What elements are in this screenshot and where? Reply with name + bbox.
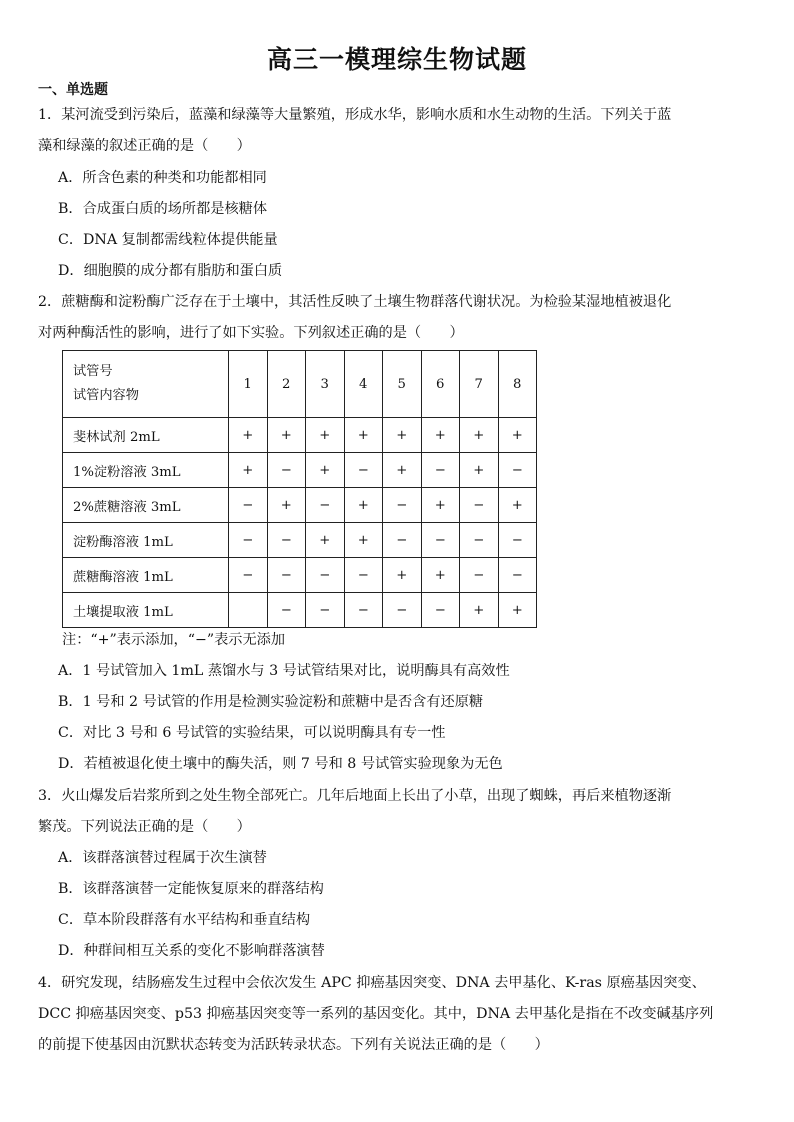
table-cell: − [498,453,537,488]
question-3-option-d: D．种群间相互关系的变化不影响群落演替 [58,943,325,959]
table-column-header: 4 [344,351,383,418]
table-cell: − [267,523,306,558]
question-1-option-a: A．所含色素的种类和功能都相同 [58,170,267,186]
table-cell: − [344,558,383,593]
table-cell: + [421,488,460,523]
table-cell: + [306,418,345,453]
table-cell: − [460,558,499,593]
table-cell: + [306,523,345,558]
table-row [63,523,537,558]
table-row-label: 土壤提取液 1mL [63,593,229,628]
table-row [63,453,537,488]
table-cell: − [306,593,345,628]
table-cell: + [344,523,383,558]
table-cell: − [229,558,268,593]
table-row [63,488,537,523]
question-1-option-c: C．DNA 复制都需线粒体提供能量 [58,232,278,248]
question-2-option-c: C．对比 3 号和 6 号试管的实验结果，可以说明酶具有专一性 [58,725,446,741]
table-cell: − [460,488,499,523]
table-row-label: 斐林试剂 2mL [63,418,229,453]
table-cell: − [306,558,345,593]
table-row [63,418,537,453]
table-cell: − [498,523,537,558]
question-3-stem-line-1: 3．火山爆发后岩浆所到之处生物全部死亡。几年后地面上长出了小草，出现了蜘蛛，再后来植物逐渐 [38,788,672,804]
table-header-tube-number: 试管号 [73,364,113,379]
table-cell: − [306,488,345,523]
table-cell: + [498,593,537,628]
question-2-option-b: B．1 号和 2 号试管的作用是检测实验淀粉和蔗糖中是否含有还原糖 [58,694,484,710]
table-cell: + [421,558,460,593]
table-cell: − [421,453,460,488]
question-3-option-a: A．该群落演替过程属于次生演替 [58,850,267,866]
question-1-option-d: D．细胞膜的成分都有脂肪和蛋白质 [58,263,283,279]
table-cell: + [344,488,383,523]
table-cell: − [421,593,460,628]
table-cell: − [267,558,306,593]
page-title: 高三一模理综生物试题 [266,45,527,74]
table-cell: + [344,418,383,453]
table-cell: − [267,453,306,488]
table-cell: − [498,558,537,593]
table-cell: + [498,488,537,523]
table-cell: + [383,558,422,593]
section-heading: 一、单选题 [38,82,108,98]
question-4-stem-line-1: 4．研究发现，结肠癌发生过程中会依次发生 APC 抑癌基因突变、DNA 去甲基化、K-ras 原癌基因突变、 [38,975,706,991]
question-1-stem-line-1: 1．某河流受到污染后，蓝藻和绿藻等大量繁殖，形成水华，影响水质和水生动物的生活。下列关于蓝 [38,107,672,123]
question-2-option-d: D．若植被退化使土壤中的酶失活，则 7 号和 8 号试管实验现象为无色 [58,756,503,772]
table-column-header: 2 [267,351,306,418]
table-cell: − [460,523,499,558]
table-note: 注：“+”表示添加，“−”表示无添加 [62,632,286,648]
question-2-option-a: A．1 号试管加入 1mL 蒸馏水与 3 号试管结果对比，说明酶具有高效性 [58,663,510,679]
table-cell: + [229,418,268,453]
table-cell: − [229,488,268,523]
table-cell: + [460,593,499,628]
table-cell: + [460,418,499,453]
table-column-header: 8 [498,351,537,418]
table-row-label: 淀粉酶溶液 1mL [63,523,229,558]
question-1-stem-line-2: 藻和绿藻的叙述正确的是（ ） [38,138,251,154]
table-cell [229,593,268,628]
table-row [63,593,537,628]
table-cell: − [383,523,422,558]
table-cell: + [229,453,268,488]
table-header-tube-contents: 试管内容物 [73,388,139,403]
table-cell: − [421,523,460,558]
table-column-header: 7 [460,351,499,418]
question-3-option-b: B．该群落演替一定能恢复原来的群落结构 [58,881,324,897]
table-cell: + [383,418,422,453]
table-cell: + [460,453,499,488]
table-column-header: 5 [383,351,422,418]
table-cell: + [306,453,345,488]
table-cell: − [344,593,383,628]
experiment-table [62,350,537,628]
table-row-label: 1%淀粉溶液 3mL [63,453,229,488]
table-column-header: 1 [229,351,268,418]
question-1-option-b: B．合成蛋白质的场所都是核糖体 [58,201,268,217]
table-cell: + [421,418,460,453]
table-header-label [63,351,229,418]
question-2-stem-line-1: 2．蔗糖酶和淀粉酶广泛存在于土壤中，其活性反映了土壤生物群落代谢状况。为检验某湿地植被退化 [38,294,672,310]
table-cell: − [383,488,422,523]
table-row-label: 2%蔗糖溶液 3mL [63,488,229,523]
table-column-header: 6 [421,351,460,418]
question-2-stem-line-2: 对两种酶活性的影响，进行了如下实验。下列叙述正确的是（ ） [38,325,464,341]
table-column-header: 3 [306,351,345,418]
table-cell: + [498,418,537,453]
table-cell: − [383,593,422,628]
question-3-option-c: C．草本阶段群落有水平结构和垂直结构 [58,912,311,928]
table-cell: − [229,523,268,558]
question-4-stem-line-2: DCC 抑癌基因突变、p53 抑癌基因突变等一系列的基因变化。其中，DNA 去甲基化是指在不改变碱基序列 [38,1006,714,1022]
table-cell: + [267,418,306,453]
table-row [63,558,537,593]
table-cell: − [344,453,383,488]
question-4-stem-line-3: 的前提下使基因由沉默状态转变为活跃转录状态。下列有关说法正确的是（ ） [38,1037,549,1053]
table-cell: + [267,488,306,523]
table-cell: − [267,593,306,628]
table-row-label: 蔗糖酶溶液 1mL [63,558,229,593]
table-header-row [63,351,537,418]
question-3-stem-line-2: 繁茂。下列说法正确的是（ ） [38,819,251,835]
table-cell: + [383,453,422,488]
